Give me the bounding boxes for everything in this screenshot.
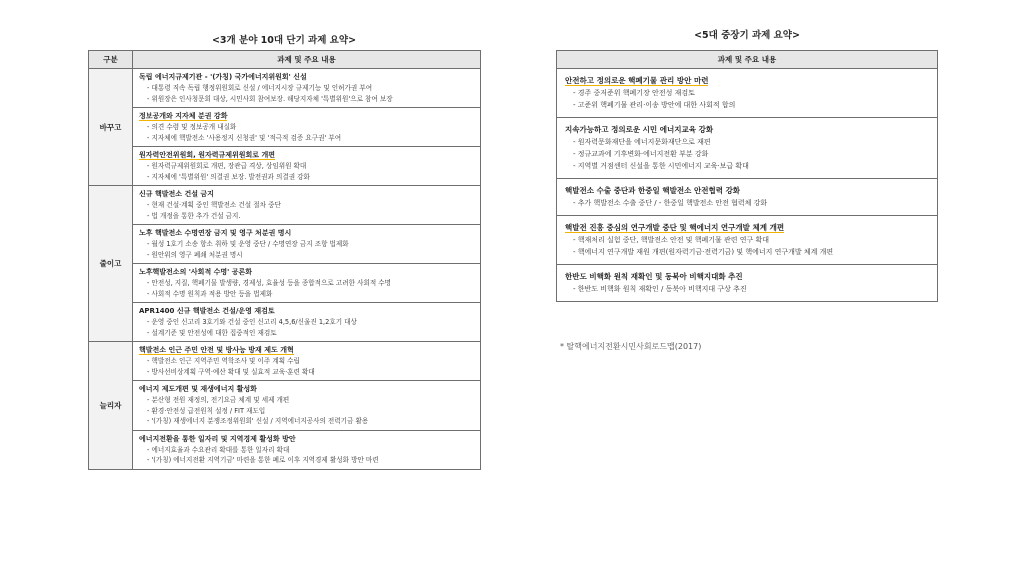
task-detail: - 에너지효율과 수요관리 확대를 통한 일자리 확대 — [139, 445, 475, 456]
task-heading-text: 안전하고 정의로운 핵폐기물 관리 방안 마련 — [565, 76, 709, 85]
task-detail: - 방사선비상계획 구역·예산 확대 및 실효적 교육·훈련 확대 — [139, 367, 475, 378]
task-detail: - 경주 중저준위 핵폐기장 안전성 재검토 — [565, 87, 930, 99]
task-block — [133, 108, 480, 146]
task-detail: - 대통령 직속 독립 행정위원회로 신설 / 에너지시장 규제기능 및 인허가권 부여 — [139, 83, 475, 94]
category-cell: 줄이고 — [89, 186, 133, 342]
task-heading-text: 노후핵발전소의 '사회적 수명' 공론화 — [139, 268, 253, 276]
task-heading-text: 노후 핵발전소 수명연장 금지 및 영구 처분권 명시 — [139, 229, 292, 237]
table-row — [89, 225, 481, 264]
task-block — [133, 69, 480, 107]
task-block — [557, 118, 937, 178]
table-row — [557, 216, 938, 265]
task-heading — [139, 72, 475, 83]
task-block — [133, 147, 480, 185]
task-block — [557, 216, 937, 264]
task-heading — [139, 434, 475, 445]
table-row — [89, 342, 481, 381]
table-row — [89, 303, 481, 342]
content-cell — [557, 216, 938, 265]
task-heading-text: 핵발전소 인근 주민 안전 및 방사능 방재 제도 개혁 — [139, 346, 294, 354]
task-detail: - 지역별 거점센터 신설을 통한 시민에너지 교육·보급 확대 — [565, 160, 930, 172]
table-row — [89, 147, 481, 186]
task-detail: - 법 개정을 통한 추가 건설 금지. — [139, 211, 475, 222]
content-cell — [133, 264, 481, 303]
category-cell: 늘리자 — [89, 342, 133, 470]
content-cell — [557, 265, 938, 302]
short-term-tasks-table — [88, 50, 481, 470]
task-block — [133, 264, 480, 302]
task-heading-text: 핵발전소 수출 중단과 한중일 핵발전소 안전협력 강화 — [565, 186, 741, 195]
task-detail: - 원자력문화재단을 에너지문화재단으로 재편 — [565, 136, 930, 148]
content-cell — [133, 186, 481, 225]
task-detail: - 원자력규제위원회로 개편, 장관급 격상, 상임위원 확대 — [139, 161, 475, 172]
content-cell — [557, 179, 938, 216]
content-cell — [133, 430, 481, 469]
task-heading — [139, 228, 475, 239]
content-cell — [133, 381, 481, 431]
task-heading-text: 한반도 비핵화 원칙 재확인 및 동북아 비핵지대화 추진 — [565, 272, 743, 281]
task-heading-text: 원자력안전위원회, 원자력규제위원회로 개편 — [139, 151, 276, 159]
task-detail: - '(가칭) 에너지전환 지역기금' 마련을 통한 폐로 이후 지역경제 활성화 방안 마련 — [139, 455, 475, 466]
task-block — [133, 342, 480, 380]
task-detail: - 추가 핵발전소 수출 중단 / - 한중일 핵발전소 안전 협력체 강화 — [565, 197, 930, 209]
task-detail: - 의견 수렴 및 정보공개 내실화 — [139, 122, 475, 133]
task-detail: - 핵에너지 연구개발 재원 개편(원자력기금·전력기금) 및 핵에너지 연구개발 체계 개편 — [565, 246, 930, 258]
task-detail: - '(가칭) 재생에너지 분쟁조정위원회' 신설 / 지역에너지공사의 전력기금 활용 — [139, 416, 475, 427]
table-row — [89, 186, 481, 225]
task-heading-text: 정보공개와 지자체 분권 강화 — [139, 112, 228, 120]
content-cell — [133, 108, 481, 147]
task-block — [133, 186, 480, 224]
task-detail: - 설계기준 및 안전성에 대한 집중적인 재검토 — [139, 328, 475, 339]
content-cell — [557, 69, 938, 118]
content-cell — [557, 118, 938, 179]
task-detail: - 한반도 비핵화 원칙 재확인 / 동북아 비핵지대 구상 추진 — [565, 283, 930, 295]
task-detail: - 위원장은 인사청문회 대상, 시민사회 참여보장. 해당지자체 '특별위원'으로 참여 보장 — [139, 94, 475, 105]
table-row — [89, 264, 481, 303]
content-cell — [133, 147, 481, 186]
table-row — [89, 108, 481, 147]
task-heading — [565, 184, 930, 197]
task-detail: - 원안위의 영구 폐쇄 처분권 명시 — [139, 250, 475, 261]
task-heading-text: 지속가능하고 정의로운 시민 에너지교육 강화 — [565, 125, 714, 134]
task-detail: - 안전성, 지질, 핵폐기물 발생량, 경제성, 효율성 등을 종합적으로 고려한 사회적 수명 — [139, 278, 475, 289]
header-content: 과제 및 주요 내용 — [557, 51, 938, 69]
task-block — [557, 179, 937, 215]
source-note: * 탈핵에너지전환시민사회로드맵(2017) — [560, 342, 702, 351]
left-table-title: <3개 분야 10대 단기 과제 요약> — [211, 35, 357, 46]
table-row — [557, 118, 938, 179]
task-heading-text: APR1400 신규 핵발전소 건설/운영 재검토 — [139, 307, 275, 315]
task-heading — [139, 267, 475, 278]
task-block — [557, 265, 937, 301]
task-heading — [139, 306, 475, 317]
category-cell: 바꾸고 — [89, 69, 133, 186]
task-block — [133, 381, 480, 430]
task-detail: - 월성 1호기 소송 항소 취하 및 운영 중단 / 수명연장 금지 조항 법제화 — [139, 239, 475, 250]
content-cell — [133, 303, 481, 342]
task-detail: - 지자체에 '특별위원' 의결권 보장. 발전권과 의결권 강화 — [139, 172, 475, 183]
task-block — [133, 225, 480, 263]
header-content: 과제 및 주요 내용 — [133, 51, 481, 69]
task-heading — [565, 221, 930, 234]
table-row — [89, 69, 481, 108]
task-heading — [139, 384, 475, 395]
task-heading — [139, 345, 475, 356]
task-heading — [565, 270, 930, 283]
task-detail: - 환경·안전성 급전원칙 설정 / FIT 재도입 — [139, 406, 475, 417]
task-detail: - 정규교과에 기후변화·에너지전환 부분 강화 — [565, 148, 930, 160]
task-heading — [565, 123, 930, 136]
task-block — [133, 303, 480, 341]
task-heading — [565, 74, 930, 87]
task-detail: - 분산형 전원 재정의, 전기요금 체계 및 세제 개편 — [139, 395, 475, 406]
task-detail: - 운영 중인 신고리 3호기와 건설 중인 신고리 4,5,6/신울진 1,2호기 대상 — [139, 317, 475, 328]
task-detail: - 사회적 수명 원칙과 적용 방안 등을 법제화 — [139, 289, 475, 300]
task-heading-text: 핵발전 진흥 중심의 연구개발 중단 및 핵에너지 연구개발 체계 개편 — [565, 223, 785, 232]
table-row — [557, 69, 938, 118]
content-cell — [133, 342, 481, 381]
task-heading — [139, 111, 475, 122]
task-heading-text: 에너지 제도개편 및 재생에너지 활성화 — [139, 385, 257, 393]
header-category: 구분 — [89, 51, 133, 69]
task-detail: - 핵발전소 인근 지역주민 역학조사 및 이주 계획 수립 — [139, 356, 475, 367]
task-heading-text: 독립 에너지규제기관 - '(가칭) 국가에너지위원회' 신설 — [139, 73, 307, 81]
task-heading-text: 신규 핵발전소 건설 금지 — [139, 190, 214, 198]
table-row — [89, 381, 481, 431]
content-cell — [133, 69, 481, 108]
content-cell — [133, 225, 481, 264]
right-table-title: <5대 중장기 과제 요약> — [694, 30, 800, 41]
task-detail: - 지자체에 핵발전소 '사용정지 신청권' 및 '적극적 검증 요구권' 부여 — [139, 133, 475, 144]
task-heading — [139, 150, 475, 161]
task-detail: - 고준위 핵폐기물 관리·이송 방안에 대한 사회적 합의 — [565, 99, 930, 111]
table-row — [557, 265, 938, 302]
task-block — [133, 431, 480, 469]
task-heading-text: 에너지전환을 통한 일자리 및 지역경제 활성화 방안 — [139, 434, 296, 443]
task-detail: - 핵재처리 실험 중단, 핵발전소 안전 및 핵폐기물 관련 연구 확대 — [565, 234, 930, 246]
task-block — [557, 69, 937, 117]
task-heading — [139, 189, 475, 200]
table-row — [89, 430, 481, 469]
long-term-tasks-table — [556, 50, 938, 302]
task-detail: - 현재 건설·계획 중인 핵발전소 건설 절차 중단 — [139, 200, 475, 211]
table-row — [557, 179, 938, 216]
